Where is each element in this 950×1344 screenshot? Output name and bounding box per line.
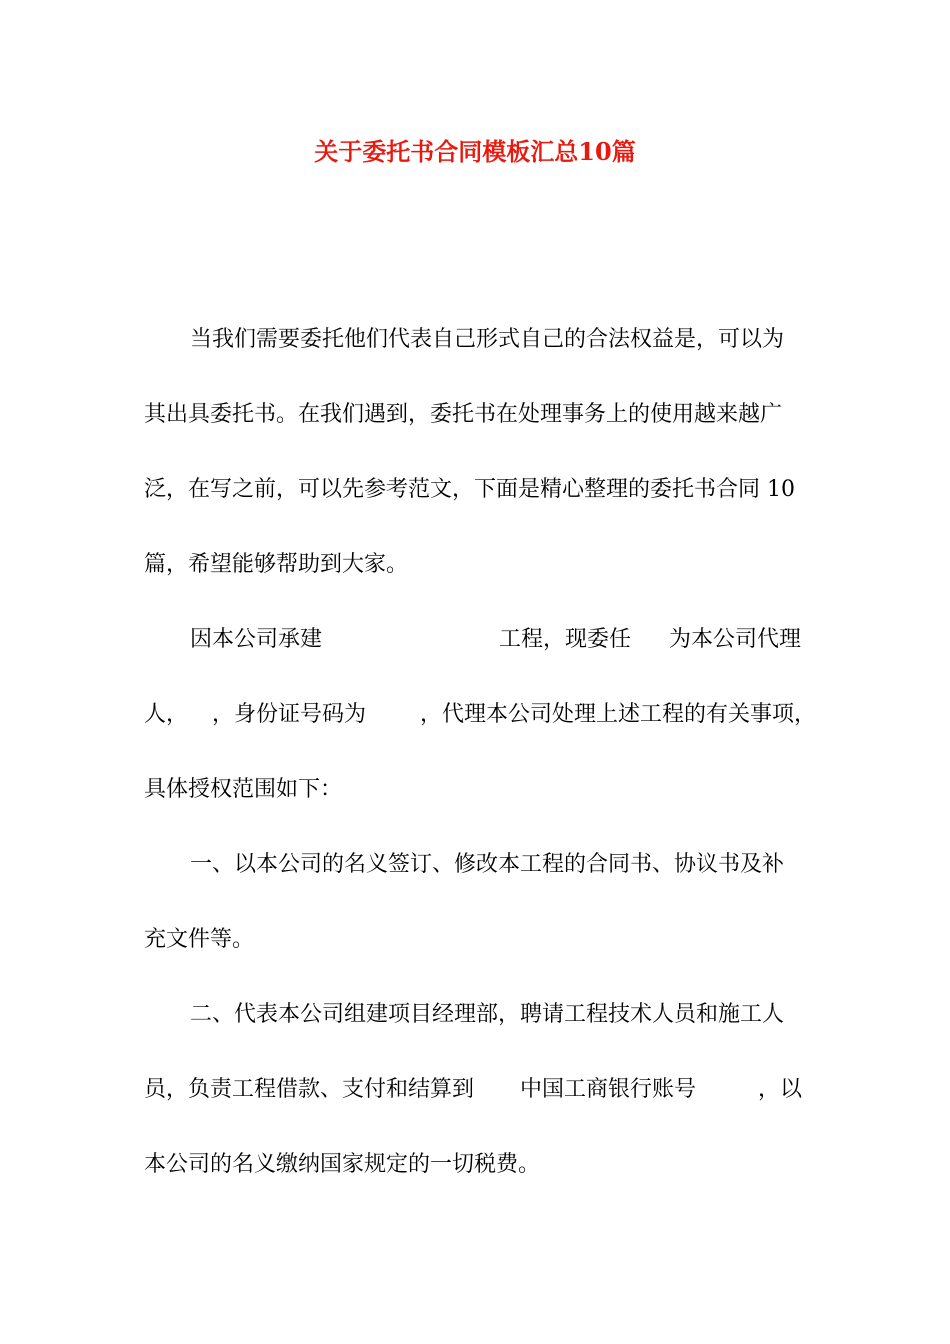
delegation-line-2 <box>0 700 950 730</box>
delegation-line-1-part-c: 为本公司代理 <box>669 627 802 652</box>
item-2-line-2-part-a: 员，负责工程借款、支付和结算到 <box>144 1077 475 1102</box>
item-2-line-2 <box>0 1075 950 1105</box>
delegation-line-1-part-a: 因本公司承建 <box>190 627 323 652</box>
intro-line-3: 泛，在写之前，可以先参考范文，下面是精心整理的委托书合同 10 <box>144 477 795 502</box>
delegation-line-2-part-b: ，身份证号码为 <box>212 702 367 727</box>
delegation-line-1 <box>0 625 950 655</box>
intro-line-2: 其出具委托书。在我们遇到，委托书在处理事务上的使用越来越广 <box>144 402 783 427</box>
document-title: 关于委托书合同模板汇总10篇 <box>314 137 636 166</box>
delegation-line-2-part-a: 人， <box>144 702 189 727</box>
item-2-line-2-part-b: 中国工商银行账号 <box>520 1077 697 1102</box>
intro-line-4: 篇，希望能够帮助到大家。 <box>144 552 409 577</box>
item-2-line-1: 二、代表本公司组建项目经理部，聘请工程技术人员和施工人 <box>190 1002 785 1027</box>
item-1-line-1: 一、以本公司的名义签订、修改本工程的合同书、协议书及补 <box>190 852 785 877</box>
item-1-line-2: 充文件等。 <box>144 927 255 952</box>
delegation-line-2-part-c: ，代理本公司处理上述工程的有关事项， <box>420 702 817 727</box>
delegation-line-1-part-b: 工程，现委任 <box>499 627 632 652</box>
item-2-line-2-part-c: ，以 <box>758 1077 803 1102</box>
delegation-line-3: 具体授权范围如下： <box>144 777 343 802</box>
item-2-line-3: 本公司的名义缴纳国家规定的一切税费。 <box>144 1152 541 1177</box>
intro-line-1: 当我们需要委托他们代表自己形式自己的合法权益是，可以为 <box>190 327 785 352</box>
